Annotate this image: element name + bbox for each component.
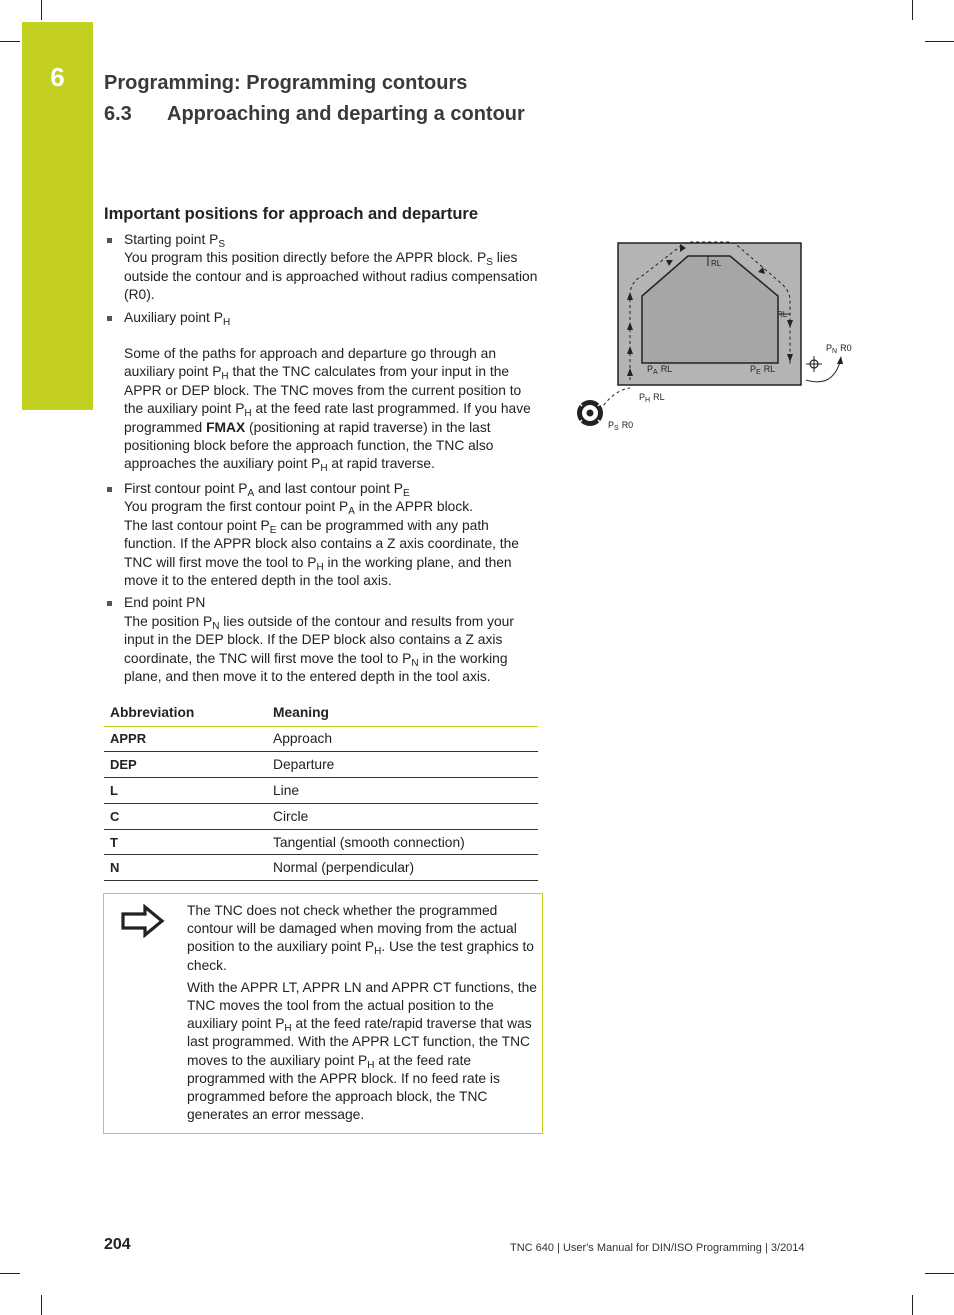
table-header: Abbreviation — [104, 700, 267, 726]
crop-mark — [912, 0, 913, 20]
subsection-title: Important positions for approach and departure — [104, 205, 479, 223]
section-number: 6.3 — [104, 103, 132, 125]
approach-diagram — [570, 238, 860, 438]
page-number: 204 — [104, 1236, 131, 1253]
table-cell: T — [104, 829, 267, 855]
table-cell: Normal (perpendicular) — [267, 855, 538, 881]
table-row — [104, 829, 538, 855]
bullet-end-point — [104, 594, 544, 686]
tool-path-start — [600, 388, 630, 410]
bullet-list — [104, 231, 544, 690]
bullet-description: You program this position directly before the APPR block. $P_S$ lies outside the contour and is approached without radius compensation (R0). — [124, 250, 538, 303]
label-pn: $P_N$ R0 — [826, 343, 852, 355]
crosshair-icon — [806, 356, 822, 372]
section-header-title: Approaching and departing a contour — [167, 103, 525, 125]
table-cell: APPR — [104, 726, 267, 752]
table-row — [104, 855, 538, 881]
abbreviation-table — [104, 700, 538, 881]
table-cell: Circle — [267, 803, 538, 829]
chapter-number: 6 — [50, 62, 65, 92]
table-header-row — [104, 700, 538, 726]
table-cell: Line — [267, 778, 538, 804]
arrow-right-icon — [120, 904, 166, 943]
departure-arc — [806, 362, 840, 382]
bullet-description: You program the first contour point $P_A$ in the APPR block. — [124, 499, 473, 518]
bullet-description: Some of the paths for approach and departure go through an auxiliary point $P_H$ that the TNC calculates from your input in the APPR or DEP block. The TNC moves from the current position to the auxiliary point $P_H$ at the feed rate last programmed. If you have programmed FMAX (positioning at rapid traverse) in the last positioning block before the approach function, the TNC also approaches the auxiliary point $P_H$ at rapid traverse. — [124, 346, 531, 475]
table-cell: L — [104, 778, 267, 804]
section-header — [104, 103, 525, 126]
bullet-description: The last contour point $P_E$ can be programmed with any path function. If the APPR block also contains a Z axis coordinate, the TNC will first move the tool to $P_H$ in the working plane, and then move it to the entered depth in the tool axis. — [124, 517, 519, 588]
table-row — [104, 778, 538, 804]
table-row — [104, 752, 538, 778]
footer-text: TNC 640 | User's Manual for DIN/ISO Programming | 3/2014 — [510, 1242, 805, 1254]
table-cell: DEP — [104, 752, 267, 778]
crop-mark — [925, 41, 954, 42]
table-cell: Departure — [267, 752, 538, 778]
crop-mark — [912, 1295, 913, 1315]
crop-mark — [41, 1295, 42, 1315]
table-cell: N — [104, 855, 267, 881]
note-paragraph: The TNC does not check whether the programmed contour will be damaged when moving from the actual position to the auxiliary point $P_H$. Use the test graphics to check. — [187, 903, 534, 973]
crop-mark — [41, 0, 42, 20]
note-text — [187, 902, 537, 1128]
bullet-title: First contour point $P_A$ and last contour point $P_E$ — [124, 480, 410, 499]
bullet-title: Starting point $P_S$ — [124, 232, 226, 250]
table-row — [104, 726, 538, 752]
table-cell: C — [104, 803, 267, 829]
bullet-starting-point — [104, 231, 544, 305]
table-header: Meaning — [267, 700, 538, 726]
bullet-auxiliary-point — [104, 309, 544, 474]
bullet-description: The position $P_N$ lies outside of the contour and results from your input in the DEP block. If the DEP block also contains a Z axis coordinate, the TNC will first move the tool to $P_N$ in the working plane, and then move it to the entered depth in the tool axis. — [124, 613, 514, 684]
table-row — [104, 803, 538, 829]
arrow-marker — [837, 356, 843, 364]
chapter-title: Programming: Programming contours — [104, 72, 468, 94]
label-ps: $P_S$ R0 — [608, 420, 634, 432]
label-rl-top: RL — [711, 259, 722, 268]
crop-mark — [925, 1273, 954, 1274]
crop-mark — [0, 1273, 20, 1274]
label-pa: $P_A$ RL — [647, 364, 673, 376]
label-ph: $P_H$ RL — [639, 392, 665, 404]
note-paragraph: With the APPR LT, APPR LN and APPR CT functions, the TNC moves the tool from the actual position to the auxiliary point $P_H$ at the feed rate/rapid traverse that was last programmed. With the APPR LCT function, the TNC moves to the auxiliary point $P_H$ at the feed rate programmed with the APPR block. If no feed rate is programmed before the approach block, the TNC generates an error message. — [187, 979, 537, 1123]
chapter-tab — [22, 22, 93, 410]
bullet-title: Auxiliary point $P_H$ — [124, 309, 231, 328]
crop-mark — [0, 41, 20, 42]
label-rl-right: RL — [777, 310, 788, 319]
table-cell: Tangential (smooth connection) — [267, 829, 538, 855]
bullet-title: End point PN — [124, 595, 206, 611]
diagram-svg — [570, 238, 860, 438]
label-pe: $P_E$ RL — [750, 364, 776, 376]
keyword-fmax: FMAX — [206, 419, 246, 435]
milling-tool-icon — [577, 400, 603, 426]
bullet-first-last-point — [104, 480, 544, 590]
note-box — [103, 893, 543, 1134]
table-cell: Approach — [267, 726, 538, 752]
